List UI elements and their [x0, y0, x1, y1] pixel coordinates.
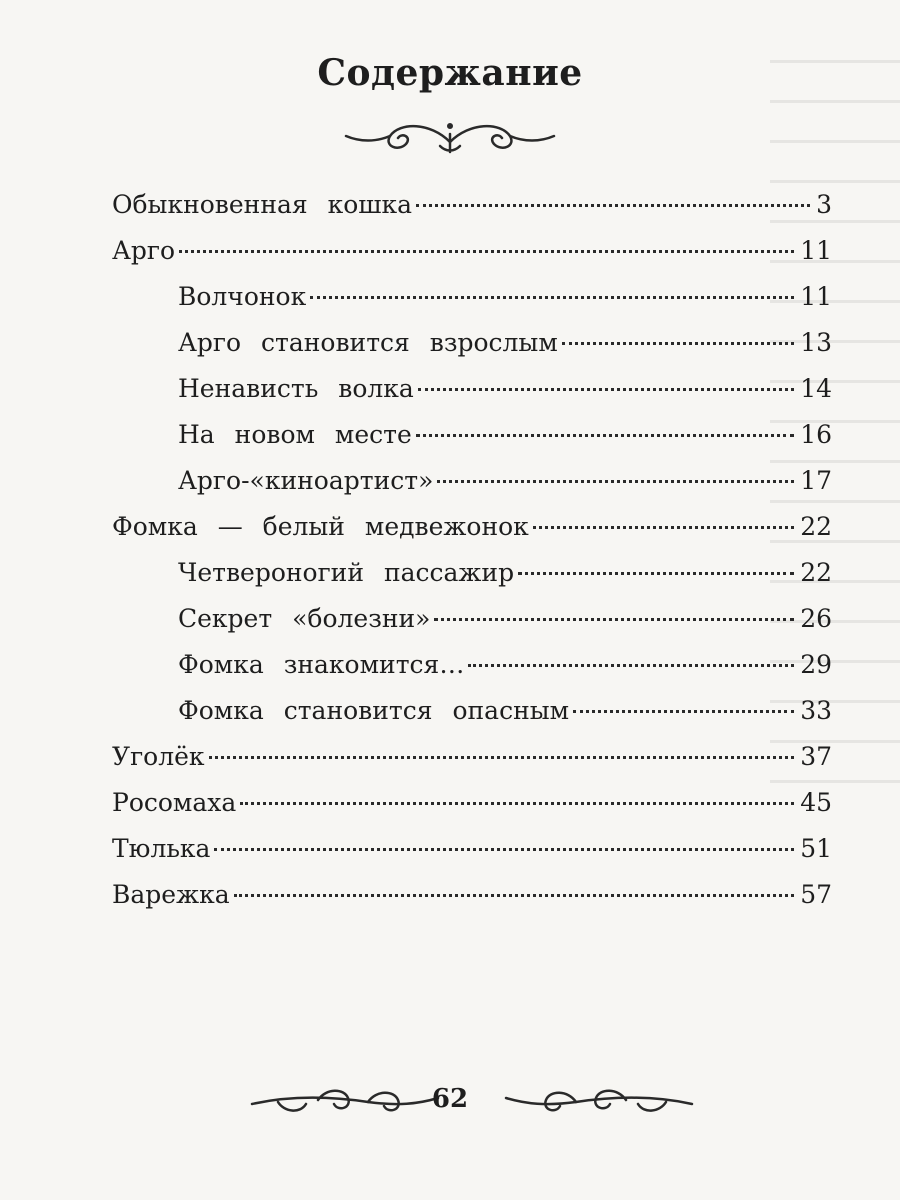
- table-of-contents: [112, 190, 832, 926]
- toc-entry-page: 51: [800, 834, 832, 863]
- toc-entry: [112, 650, 832, 696]
- toc-entry-title: Росомаха: [112, 788, 237, 817]
- toc-entry-title: Фомка знакомится…: [178, 650, 465, 679]
- toc-dot-leader: [437, 480, 794, 483]
- page-title: Содержание: [317, 52, 583, 94]
- toc-dot-leader: [209, 756, 795, 759]
- toc-entry: [112, 420, 832, 466]
- toc-dot-leader: [518, 572, 794, 575]
- toc-entry-page: 3: [816, 190, 832, 219]
- toc-entry-page: 11: [800, 282, 832, 311]
- toc-dot-leader: [416, 204, 810, 207]
- toc-entry-title: Фомка — белый медвежонок: [112, 512, 529, 541]
- toc-entry-title: Тюлька: [112, 834, 211, 863]
- toc-dot-leader: [179, 250, 794, 253]
- toc-entry: [112, 604, 832, 650]
- toc-entry: [112, 742, 832, 788]
- toc-entry: [112, 374, 832, 420]
- toc-dot-leader: [240, 802, 794, 805]
- toc-entry: [112, 512, 832, 558]
- toc-entry-page: 11: [800, 236, 832, 265]
- toc-entry-page: 16: [800, 420, 832, 449]
- toc-dot-leader: [562, 342, 794, 345]
- footer-ornament-right-icon: [500, 1082, 696, 1122]
- toc-dot-leader: [533, 526, 794, 529]
- toc-entry-title: Секрет «болезни»: [178, 604, 431, 633]
- toc-entry-page: 22: [800, 558, 832, 587]
- toc-entry: [112, 834, 832, 880]
- toc-entry: [112, 328, 832, 374]
- toc-entry-page: 57: [800, 880, 832, 909]
- toc-dot-leader: [434, 618, 794, 621]
- toc-entry-title: Ненависть волка: [178, 374, 414, 403]
- toc-dot-leader: [418, 388, 794, 391]
- page-footer: [0, 1078, 900, 1128]
- toc-entry-page: 17: [800, 466, 832, 495]
- toc-entry: [112, 190, 832, 236]
- toc-entry-title: Волчонок: [178, 282, 307, 311]
- toc-entry: [112, 880, 832, 926]
- toc-dot-leader: [234, 894, 795, 897]
- page-number: 62: [431, 1084, 469, 1114]
- toc-entry-title: Арго-«киноартист»: [178, 466, 434, 495]
- toc-dot-leader: [310, 296, 794, 299]
- toc-entry-title: Арго становится взрослым: [178, 328, 558, 357]
- toc-entry-page: 33: [800, 696, 832, 725]
- toc-entry-title: Уголёк: [112, 742, 205, 771]
- toc-entry-title: Арго: [112, 236, 176, 265]
- toc-dot-leader: [416, 434, 794, 437]
- toc-entry-title: Обыкновенная кошка: [112, 190, 413, 219]
- toc-dot-leader: [573, 710, 794, 713]
- toc-entry-page: 13: [800, 328, 832, 357]
- toc-entry-page: 22: [800, 512, 832, 541]
- toc-entry-page: 37: [800, 742, 832, 771]
- toc-entry: [112, 466, 832, 512]
- toc-entry: [112, 696, 832, 742]
- toc-entry: [112, 788, 832, 834]
- toc-entry: [112, 236, 832, 282]
- toc-entry-page: 45: [800, 788, 832, 817]
- toc-entry-page: 14: [800, 374, 832, 403]
- title-ornament-icon: [340, 112, 560, 160]
- toc-dot-leader: [214, 848, 794, 851]
- toc-entry-title: На новом месте: [178, 420, 412, 449]
- toc-entry-title: Фомка становится опасным: [178, 696, 570, 725]
- toc-dot-leader: [468, 664, 794, 667]
- toc-entry-page: 29: [800, 650, 832, 679]
- toc-entry-title: Варежка: [112, 880, 230, 909]
- toc-entry: [112, 282, 832, 328]
- toc-entry-title: Четвероногий пассажир: [178, 558, 515, 587]
- toc-entry: [112, 558, 832, 604]
- toc-entry-page: 26: [800, 604, 832, 633]
